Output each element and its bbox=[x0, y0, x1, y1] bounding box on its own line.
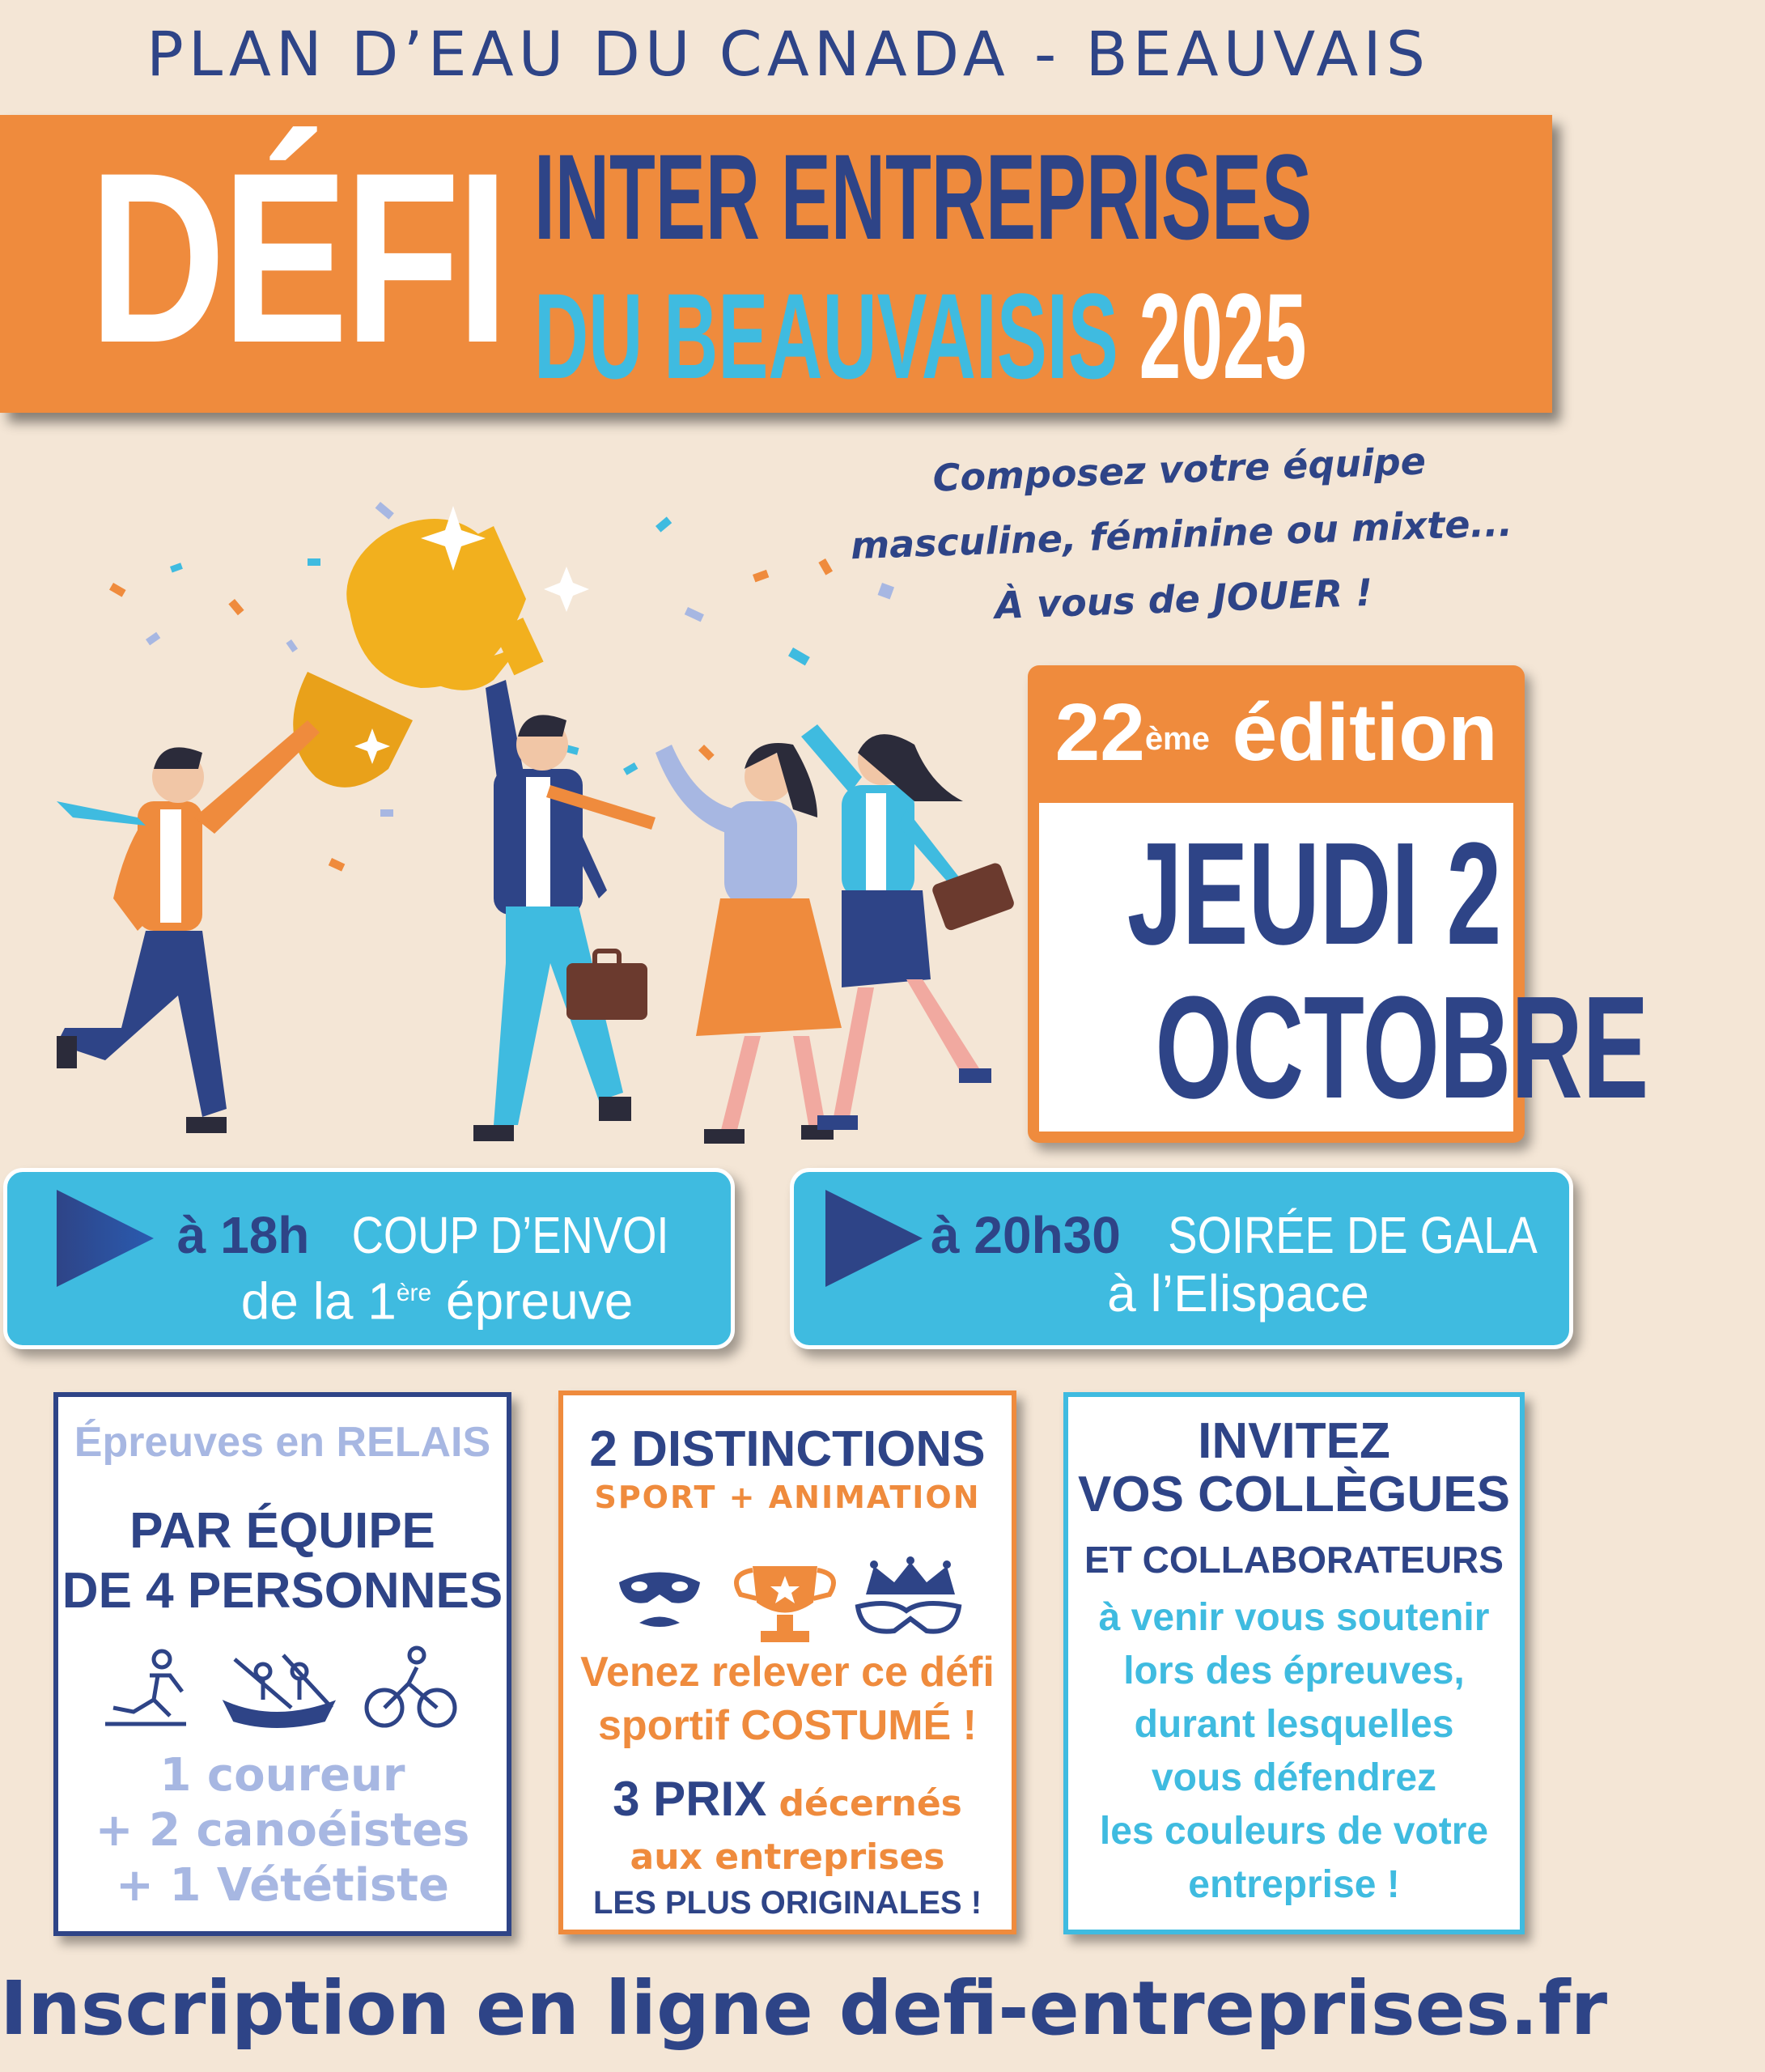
title-line2-region: DU BEAUVAISIS bbox=[534, 268, 1118, 404]
kickoff-sub-sup: ère bbox=[396, 1280, 432, 1306]
title-line2 bbox=[534, 268, 1307, 404]
trophy-icon bbox=[736, 1566, 834, 1642]
cta-line1: Venez relever ce défi bbox=[580, 1649, 995, 1696]
invite-body-line: les couleurs de votre bbox=[1099, 1810, 1489, 1853]
relay-composition bbox=[53, 1748, 511, 1913]
relay-line2: + 2 canoéistes bbox=[95, 1804, 470, 1857]
person-navy-jacket bbox=[473, 680, 656, 1141]
invite-title1: INVITEZ bbox=[1198, 1413, 1390, 1469]
gala-time: à 20h30 bbox=[931, 1206, 1121, 1264]
edition-label bbox=[1028, 688, 1525, 777]
relay-title2: DE 4 PERSONNES bbox=[62, 1563, 503, 1619]
date-line1: JEUDI 2 bbox=[1126, 813, 1502, 975]
relay-line3: + 1 Vététiste bbox=[116, 1859, 449, 1912]
defi-title: DÉFI bbox=[89, 121, 506, 393]
kickoff-time: à 18h bbox=[176, 1206, 310, 1264]
gala-text bbox=[931, 1206, 1546, 1323]
invite-body-line: durant lesquelles bbox=[1134, 1703, 1454, 1746]
distinctions-subtitle: SPORT + ANIMATION bbox=[594, 1480, 981, 1515]
kickoff-sub-suffix: épreuve bbox=[431, 1272, 634, 1331]
person-orange-jacket bbox=[57, 720, 320, 1133]
date-line2: OCTOBRE bbox=[1155, 966, 1649, 1129]
kickoff-sub-prefix: de la 1 bbox=[240, 1272, 397, 1331]
title-year: 2025 bbox=[1139, 268, 1307, 404]
invite-body-line: lors des épreuves, bbox=[1123, 1650, 1465, 1692]
prizes-text bbox=[558, 1772, 1016, 1926]
prize-line3: LES PLUS ORIGINALES ! bbox=[592, 1885, 982, 1921]
venue-title: PLAN D’EAU DU CANADA - BEAUVAIS bbox=[146, 18, 1431, 90]
relay-icons bbox=[105, 1643, 461, 1732]
edition-word: édition bbox=[1232, 687, 1498, 778]
registration-link[interactable]: Inscription en ligne defi-entreprises.fr bbox=[0, 1965, 1608, 2052]
invite-body-line: entreprise ! bbox=[1188, 1863, 1400, 1906]
relay-team-title bbox=[53, 1501, 511, 1621]
person-navy-skirt bbox=[801, 724, 1016, 1130]
relay-line1: 1 coureur bbox=[159, 1749, 405, 1802]
relay-title1: PAR ÉQUIPE bbox=[129, 1503, 435, 1559]
distinctions-title: 2 DISTINCTIONS bbox=[589, 1421, 986, 1477]
edition-suffix: ème bbox=[1144, 721, 1210, 757]
mask-icon bbox=[619, 1573, 700, 1628]
kickoff-title: COUP D’ENVOI bbox=[351, 1206, 669, 1264]
title-line1: INTER ENTREPRISES bbox=[534, 129, 1313, 265]
crown-glasses-icon bbox=[858, 1556, 959, 1632]
gala-sub: à l’Elispace bbox=[1107, 1264, 1369, 1323]
invite-title2: VOS COLLÈGUES bbox=[1078, 1467, 1510, 1522]
play-arrow-icon bbox=[57, 1190, 154, 1287]
person-orange-skirt bbox=[656, 743, 842, 1144]
costume-cta bbox=[558, 1645, 1016, 1752]
prize-awarded: décernés bbox=[766, 1783, 962, 1824]
kickoff-text bbox=[162, 1206, 712, 1330]
runner-icon bbox=[105, 1651, 186, 1724]
prize-count: 3 PRIX bbox=[613, 1772, 767, 1826]
invite-title bbox=[1063, 1415, 1525, 1522]
distinction-icons bbox=[615, 1558, 963, 1647]
edition-number: 22 bbox=[1054, 687, 1145, 778]
prize-line2: aux entreprises bbox=[630, 1836, 945, 1878]
tagline-line2: masculine, féminine ou mixte... bbox=[850, 500, 1513, 568]
team-tagline bbox=[830, 425, 1533, 643]
cta-line2: sportif COSTUMÉ ! bbox=[598, 1702, 977, 1749]
canoe-icon bbox=[227, 1655, 332, 1726]
invite-body bbox=[1063, 1591, 1525, 1912]
event-date bbox=[1039, 813, 1649, 1129]
tagline-line1: Composez votre équipe bbox=[931, 439, 1427, 500]
gala-title: SOIRÉE DE GALA bbox=[1167, 1206, 1538, 1264]
tagline-line3: À vous de JOUER ! bbox=[994, 570, 1374, 628]
invite-body-line: vous défendrez bbox=[1151, 1756, 1437, 1799]
invite-body-line: à venir vous soutenir bbox=[1098, 1596, 1490, 1639]
cyclist-icon bbox=[367, 1648, 455, 1726]
play-arrow-icon bbox=[825, 1190, 923, 1287]
invite-title3: ET COLLABORATEURS bbox=[1084, 1539, 1504, 1581]
relay-kicker: Épreuves en RELAIS bbox=[74, 1419, 491, 1466]
